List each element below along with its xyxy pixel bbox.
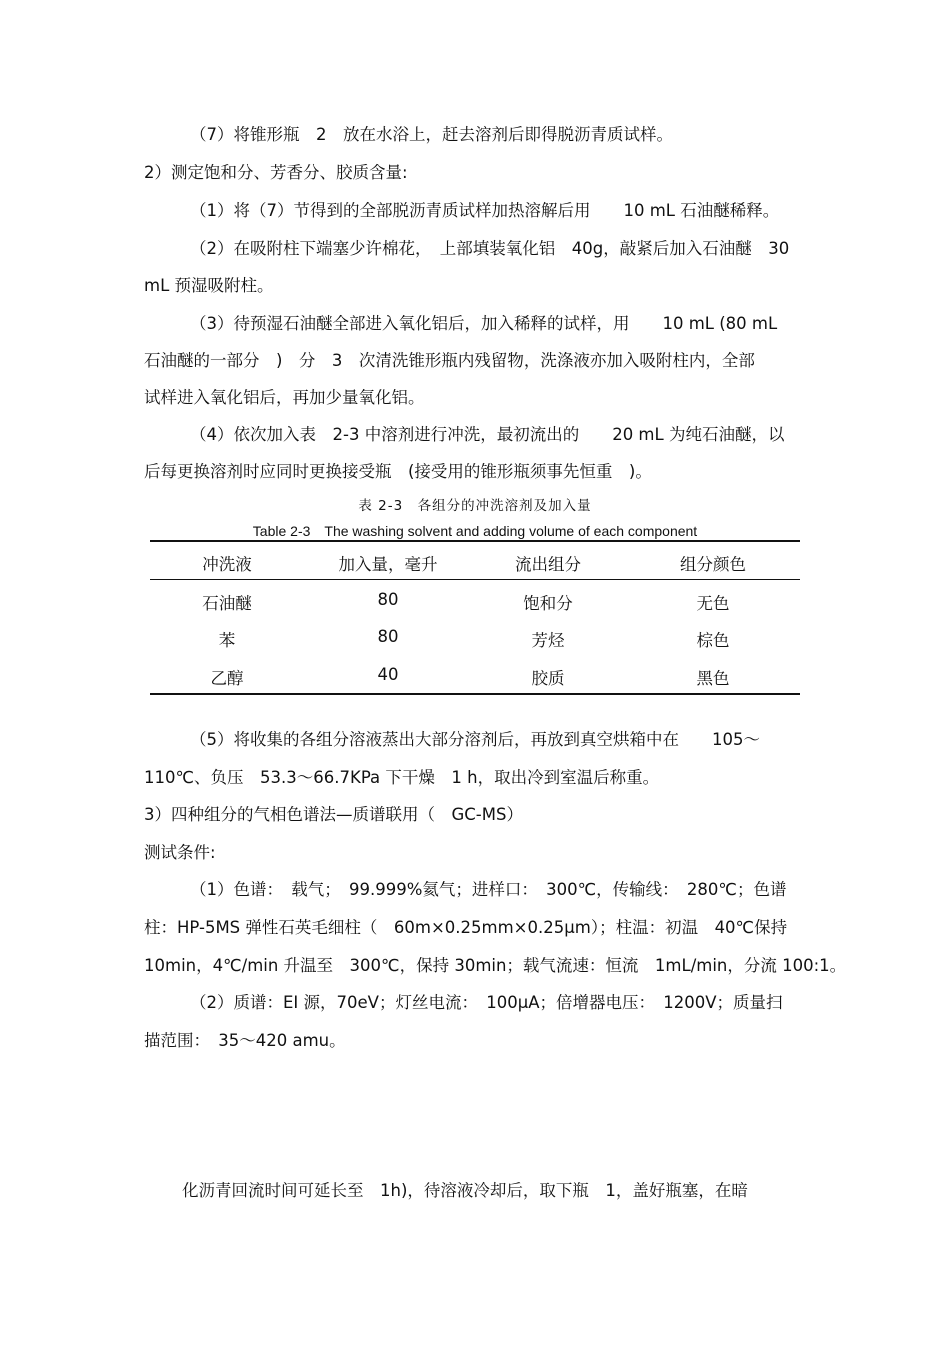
paragraph-line: mL 预湿吸附柱。 [144,276,274,295]
paragraph-line: （2）质谱：EI 源，70eV；灯丝电流： 100μA；倍增器电压： 1200V；质量扫 [190,993,783,1012]
table-header-cell: 流出组分 [515,555,581,574]
paragraph-line: 试样进入氧化铝后，再加少量氧化铝。 [144,388,425,407]
paragraph-line: （4）依次加入表 2-3 中溶剂进行冲洗，最初流出的 20 mL 为纯石油醚，以 [190,425,785,444]
table-cell: 乙醇 [210,669,244,688]
table-cell: 饱和分 [523,594,573,613]
table-bottom-rule [150,693,800,695]
paragraph-line: 110℃、负压 53.3～66.7KPa 下干燥 1 h，取出冷到室温后称重。 [144,768,660,787]
table-cell: 胶质 [531,669,565,688]
paragraph-line: 石油醚的一部分 ) 分 3 次清洗锥形瓶内残留物，洗涤液亦加入吸附柱内，全部 [144,351,755,370]
paragraph-line: （2）在吸附柱下端塞少许棉花， 上部填装氧化铝 40g，敲紧后加入石油醚 30 [190,239,790,258]
table-caption-zh: 表 2-3 各组分的冲洗溶剂及加入量 [358,498,592,514]
table-cell: 棕色 [696,631,730,650]
table-caption-en: Table 2-3 The washing solvent and adding volume of each component [252,523,698,539]
section-heading: 3）四种组分的气相色谱法—质谱联用（ GC-MS） [144,805,523,824]
paragraph-line: 10min，4℃/min 升温至 300℃，保持 30min；载气流速：恒流 1mL/min，分流 100:1。 [144,956,847,975]
paragraph-line: （5）将收集的各组分溶液蒸出大部分溶剂后，再放到真空烘箱中在 105～ [190,730,760,749]
table-cell: 石油醚 [202,594,252,613]
paragraph-line: 描范围： 35～420 amu。 [144,1031,346,1050]
table-cell: 苯 [218,631,236,650]
table-cell: 80 [377,590,399,609]
table-cell: 40 [377,665,399,684]
table-header-cell: 组分颜色 [680,555,746,574]
table-header-cell: 加入量，毫升 [338,555,438,574]
table-header-cell: 冲洗液 [202,555,252,574]
paragraph-line: （3）待预湿石油醚全部进入氧化铝后，加入稀释的试样，用 10 mL (80 mL [190,314,778,333]
table-cell: 芳烃 [531,631,565,650]
footer-text: 化沥青回流时间可延长至 1h)，待溶液冷却后，取下瓶 1，盖好瓶塞，在暗 [182,1181,748,1200]
table-header-rule [150,579,800,580]
paragraph-line: 测试条件: [144,843,216,862]
paragraph-line: （1）将（7）节得到的全部脱沥青质试样加热溶解后用 10 mL 石油醚稀释。 [190,201,780,220]
paragraph-line: 柱：HP-5MS 弹性石英毛细柱（ 60m×0.25mm×0.25μm）；柱温：初温 40℃保持 [144,918,788,937]
table-cell: 80 [377,627,399,646]
section-heading: 2）测定饱和分、芳香分、胶质含量: [144,163,408,182]
paragraph-line: （1）色谱： 载气； 99.999%氦气；进样口： 300℃，传输线： 280℃；色谱 [190,880,787,899]
table-top-rule [150,540,800,542]
paragraph-line: （7）将锥形瓶 2 放在水浴上，赶去溶剂后即得脱沥青质试样。 [190,125,673,144]
table-cell: 无色 [696,594,730,613]
table-cell: 黑色 [696,669,730,688]
paragraph-line: 后每更换溶剂时应同时更换接受瓶 (接受用的锥形瓶须事先恒重 )。 [144,462,652,481]
